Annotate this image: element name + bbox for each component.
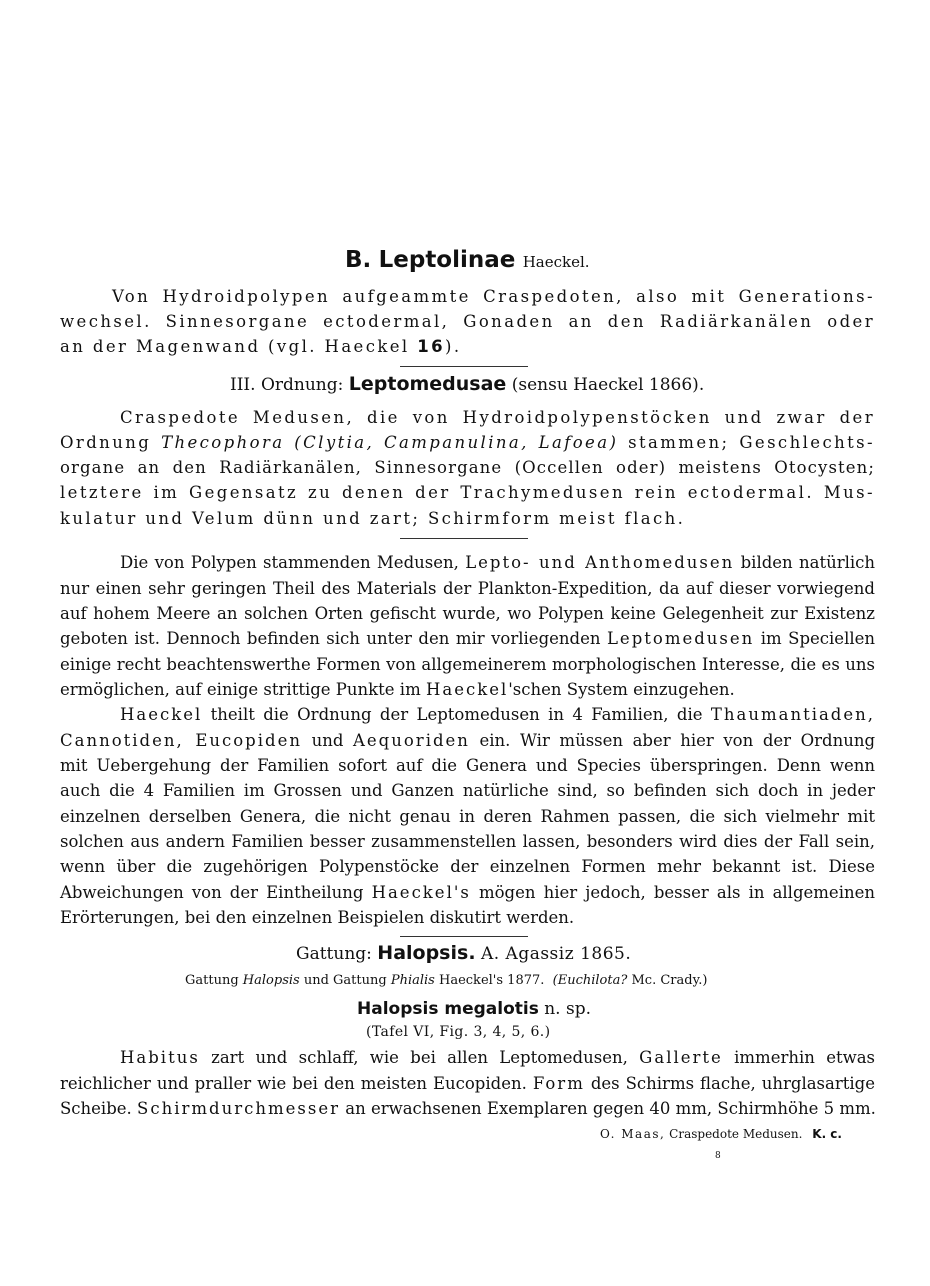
para2-line-6: solchen aus andern Familien besser zusammenstellen lassen, besonders wird dies der Fall sein, xyxy=(60,832,875,851)
order-line-3: organe an den Radiärkanälen, Sinnesorgane (Occellen oder) meistens Otocysten; xyxy=(60,458,875,477)
para2-line-3: mit Uebergehung der Familien sofort auf die Genera und Species überspringen. Denn wenn xyxy=(60,756,875,775)
section-heading xyxy=(345,247,590,273)
section-author: Haeckel. xyxy=(522,253,590,271)
order-name: Leptomedusae xyxy=(348,373,507,395)
para1-line-2: nur einen sehr geringen Theil des Materials der Plankton-Expedition, da auf dieser vorwiegend xyxy=(60,579,875,598)
intro-line-1: Von Hydroidpolypen aufgeammte Craspedoten, also mit Generations- xyxy=(112,287,875,306)
order-prefix: III. Ordnung: xyxy=(230,375,344,395)
para1-line-3: auf hohem Meere an solchen Orten gefischt wurde, wo Polypen keine Gelegenheit zur Existenz xyxy=(60,604,875,623)
genus-heading xyxy=(296,942,631,964)
order-line-1: Craspedote Medusen, die von Hydroidpolypenstöcken und zwar der xyxy=(120,408,875,427)
signature-number: 8 xyxy=(715,1151,721,1161)
para1-line-5: einige recht beachtenswerthe Formen von allgemeinerem morphologischen Interesse, die es uns xyxy=(60,655,875,674)
genus-prefix: Gattung: xyxy=(296,944,372,964)
order-suffix: (sensu Haeckel 1866). xyxy=(511,375,705,395)
footer-author: O. Maas, xyxy=(600,1127,666,1141)
para1-line-4: geboten ist. Dennoch befinden sich unter den mir vorliegenden Leptomedusen im Speciellen xyxy=(60,629,876,648)
order-line-5: kulatur und Velum dünn und zart; Schirmform meist flach. xyxy=(60,509,686,528)
genus-synonymy: Gattung Halopsis und Gattung Phialis Haeckel's 1877. (Euchilota? Mc. Crady.) xyxy=(185,973,708,988)
habitus-line-2: reichlicher und praller wie bei den meisten Eucopiden. Form des Schirms flache, uhrglasartige xyxy=(60,1074,875,1093)
order-line-4: letztere im Gegensatz zu denen der Trachymedusen rein ectodermal. Mus- xyxy=(60,483,875,502)
para2-line-5: einzelnen derselben Genera, die nicht genau in deren Rahmen passen, die sich vielmehr mit xyxy=(60,807,875,826)
habitus-line-1: Habitus zart und schlaff, wie bei allen Leptomedusen, Gallerte immerhin etwas xyxy=(120,1048,876,1067)
divider-2 xyxy=(400,538,528,539)
footer-note xyxy=(600,1127,842,1141)
para1-line-1: Die von Polypen stammenden Medusen, Lepto- und Anthomedusen bilden natürlich xyxy=(120,553,876,572)
order-taxa: Thecophora (Clytia, Campanulina, Lafoea) xyxy=(161,433,619,452)
order-heading xyxy=(230,373,704,395)
order-line-2: Ordnung Thecophora (Clytia, Campanulina, Lafoea) stammen; Geschlechts- xyxy=(60,433,875,452)
species-heading xyxy=(357,999,591,1019)
plate-reference: (Tafel VI, Fig. 3, 4, 5, 6.) xyxy=(366,1024,551,1040)
para1-line-6: ermöglichen, auf einige strittige Punkte im Haeckel'schen System einzugehen. xyxy=(60,680,735,699)
para2-line-7: wenn über die zugehörigen Polypenstöcke der einzelnen Formen mehr bekannt ist. Diese xyxy=(60,857,875,876)
footer-code: K. c. xyxy=(812,1127,842,1141)
section-letter: B. xyxy=(345,247,372,273)
genus-author: A. Agassiz 1865. xyxy=(480,944,632,964)
genus-name: Halopsis. xyxy=(377,942,476,964)
para2-line-8: Abweichungen von der Eintheilung Haeckel's mögen hier jedoch, besser als in allgemeinen xyxy=(60,883,875,902)
intro-line-2: wechsel. Sinnesorgane ectodermal, Gonaden an den Radiärkanälen oder xyxy=(60,312,875,331)
divider-3 xyxy=(400,936,528,937)
para2-line-1: Haeckel theilt die Ordnung der Leptomedusen in 4 Familien, die Thaumantiaden, xyxy=(120,705,876,724)
divider-1 xyxy=(400,366,528,367)
section-title: Leptolinae xyxy=(378,247,516,273)
species-suffix: n. sp. xyxy=(544,999,592,1019)
habitus-line-3: Scheibe. Schirmdurchmesser an erwachsenen Exemplaren gegen 40 mm, Schirmhöhe 5 mm. xyxy=(60,1099,876,1118)
para2-line-9: Erörterungen, bei den einzelnen Beispielen diskutirt werden. xyxy=(60,908,575,927)
figure-ref: 16 xyxy=(417,337,446,356)
intro-line-3: an der Magenwand (vgl. Haeckel 16). xyxy=(60,337,462,356)
species-name: Halopsis megalotis xyxy=(357,999,539,1019)
footer-work: Craspedote Medusen. xyxy=(669,1127,803,1141)
para2-line-4: auch die 4 Familien im Grossen und Ganzen natürliche sind, so befinden sich doch in jeder xyxy=(60,781,875,800)
para2-line-2: Cannotiden, Eucopiden und Aequoriden ein. Wir müssen aber hier von der Ordnung xyxy=(60,731,876,750)
